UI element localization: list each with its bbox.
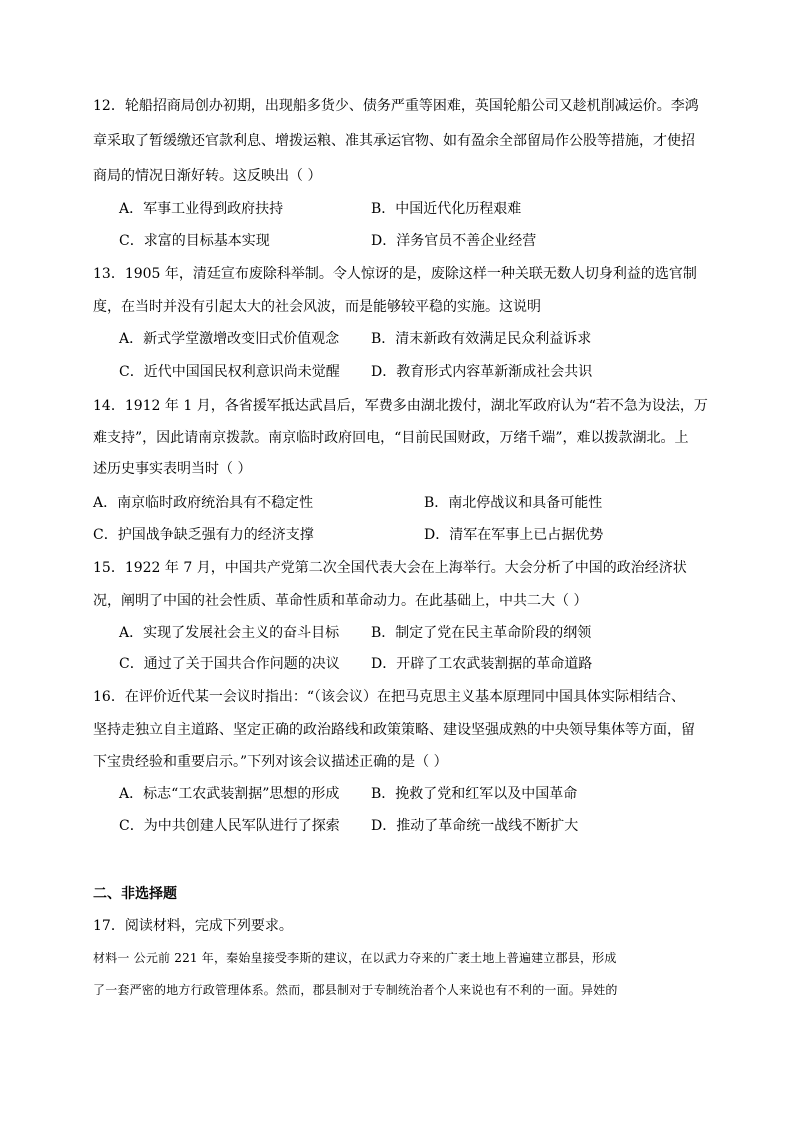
q12-option-d[interactable]: D．洋务官员不善企业经营	[371, 233, 537, 249]
q16-option-a[interactable]: A．标志“工农武装割据”思想的形成	[119, 786, 340, 802]
q14-option-a[interactable]: A．南京临时政府统治具有不稳定性	[93, 495, 314, 511]
q14-stem-line-1: 14．1912 年 1 月，各省援军抵达武昌后，军费多由湖北拨付，湖北军政府认为“若不急为设法，万	[93, 398, 708, 414]
q16-stem-line-1: 16．在评价近代某一会议时指出：“（该会议）在把马克思主义基本原理同中国具体实际相结合、	[93, 689, 685, 705]
q12-stem-line-2: 章采取了暂缓缴还官款利息、增拨运粮、准其承运官物、如有盈余全部留局作公股等措施，才使招	[93, 133, 695, 149]
q16-stem-line-3: 下宝贵经验和重要启示。”下列对该会议描述正确的是（ ）	[93, 754, 448, 770]
q12-stem-line-1: 12．轮船招商局创办初期，出现船多货少、债务严重等困难，英国轮船公司又趁机削减运价。李鸿	[93, 98, 699, 114]
q15-option-a[interactable]: A．实现了发展社会主义的奋斗目标	[119, 625, 340, 641]
q12-option-a[interactable]: A．军事工业得到政府扶持	[119, 201, 284, 217]
q13-stem-line-2: 度，在当时并没有引起太大的社会风波，而是能够较平稳的实施。这说明	[93, 299, 541, 315]
q14-option-b[interactable]: B．南北停战议和具备可能性	[424, 495, 603, 511]
q17-stem-line-1: 17．阅读材料，完成下列要求。	[93, 918, 293, 934]
q13-option-d[interactable]: D．教育形式内容革新渐成社会共识	[371, 364, 593, 380]
q17-material-line-1: 材料一 公元前 221 年，秦始皇接受李斯的建议，在以武力夺来的广袤土地上普遍建立郡县，形成	[93, 951, 617, 965]
q16-option-b[interactable]: B．挽救了党和红军以及中国革命	[371, 786, 578, 802]
q13-option-a[interactable]: A．新式学堂激增改变旧式价值观念	[119, 331, 340, 347]
q14-option-c[interactable]: C．护国战争缺乏强有力的经济支撑	[93, 527, 314, 543]
q12-option-b[interactable]: B．中国近代化历程艰难	[371, 201, 522, 217]
q14-stem-line-2: 难支持”，因此请南京拨款。南京临时政府回电，“目前民国财政，万绪千端”，难以拨款湖北。上	[93, 430, 689, 446]
q15-option-c[interactable]: C．通过了关于国共合作问题的决议	[119, 656, 340, 672]
q15-stem-line-2: 况，阐明了中国的社会性质、革命性质和革命动力。在此基础上，中共二大（ ）	[93, 593, 588, 609]
section-title-non-choice: 二、非选择题	[93, 886, 177, 902]
q13-option-c[interactable]: C．近代中国国民权利意识尚未觉醒	[119, 364, 340, 380]
q13-stem-line-1: 13．1905 年，清廷宣布废除科举制。令人惊讶的是，废除这样一种关联无数人切身利益的选官制	[93, 266, 697, 282]
q16-stem-line-2: 坚持走独立自主道路、坚定正确的政治路线和政策策略、建设坚强成熟的中央领导集体等方面，留	[93, 722, 695, 738]
q14-stem-line-3: 述历史事实表明当时（ ）	[93, 461, 252, 477]
q15-option-d[interactable]: D．开辟了工农武装割据的革命道路	[371, 656, 593, 672]
q13-option-b[interactable]: B．清末新政有效满足民众利益诉求	[371, 331, 592, 347]
q15-stem-line-1: 15．1922 年 7 月，中国共产党第二次全国代表大会在上海举行。大会分析了中国的政治经济状	[93, 560, 687, 576]
q15-option-b[interactable]: B．制定了党在民主革命阶段的纲领	[371, 625, 592, 641]
q17-material-line-2: 了一套严密的地方行政管理体系。然而，郡县制对于专制统治者个人来说也有不利的一面。异姓的	[93, 983, 618, 997]
q16-option-c[interactable]: C．为中共创建人民军队进行了探索	[119, 818, 340, 834]
q12-stem-line-3: 商局的情况日渐好转。这反映出（ ）	[93, 168, 322, 184]
q12-option-c[interactable]: C．求富的目标基本实现	[119, 233, 270, 249]
q14-option-d[interactable]: D．清军在军事上已占据优势	[424, 527, 604, 543]
q16-option-d[interactable]: D．推动了革命统一战线不断扩大	[371, 818, 579, 834]
